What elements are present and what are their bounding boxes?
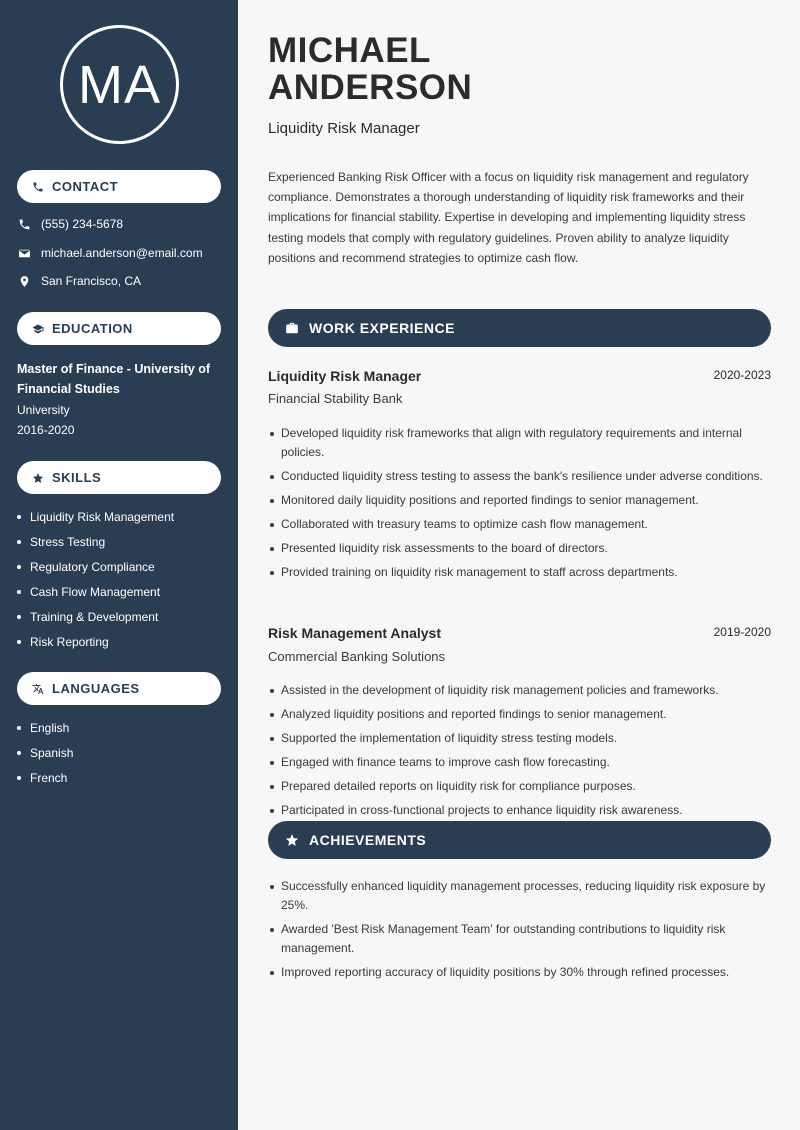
briefcase-icon (284, 320, 300, 336)
languages-heading (17, 672, 221, 705)
skill-item: Training & Development (17, 604, 174, 629)
contact-heading (17, 170, 221, 203)
job-company: Financial Stability Bank (268, 391, 403, 406)
list-item: Provided training on liquidity risk management to staff across departments. (268, 563, 768, 582)
list-item: Successfully enhanced liquidity management processes, reducing liquidity risk exposure by 25%. (268, 877, 768, 915)
graduation-cap-icon (31, 322, 45, 336)
languages-heading-label: LANGUAGES (52, 681, 140, 696)
job-bullets (268, 681, 768, 825)
education-heading-label: EDUCATION (52, 321, 133, 336)
skill-item: Cash Flow Management (17, 579, 174, 604)
list-item: Monitored daily liquidity positions and reported findings to senior management. (268, 491, 768, 510)
skill-item: Liquidity Risk Management (17, 504, 174, 529)
education-institution: University (17, 403, 70, 417)
list-item: Presented liquidity risk assessments to the board of directors. (268, 539, 768, 558)
sidebar (0, 0, 238, 1130)
job-bullets (268, 424, 768, 587)
education-heading (17, 312, 221, 345)
education-years: 2016-2020 (17, 423, 75, 437)
job-dates: 2019-2020 (713, 625, 771, 639)
phone-icon (31, 180, 45, 194)
skills-heading-label: SKILLS (52, 470, 102, 485)
job-role: Risk Management Analyst (268, 625, 441, 641)
list-item: Developed liquidity risk frameworks that align with regulatory requirements and internal policies. (268, 424, 768, 462)
job-role: Liquidity Risk Manager (268, 368, 422, 384)
contact-phone (17, 217, 123, 231)
skills-list (17, 504, 174, 654)
achievements-list (268, 877, 768, 987)
list-item: Participated in cross-functional projects to enhance liquidity risk awareness. (268, 801, 768, 820)
list-item: Supported the implementation of liquidity stress testing models. (268, 729, 768, 748)
languages-list (17, 715, 73, 790)
list-item: Engaged with finance teams to improve cash flow forecasting. (268, 753, 768, 772)
email-text: michael.anderson@email.com (41, 246, 203, 260)
language-item: English (17, 715, 73, 740)
star-icon (284, 832, 300, 848)
phone-icon (17, 217, 31, 231)
candidate-name (268, 32, 472, 106)
list-item: Analyzed liquidity positions and reported findings to senior management. (268, 705, 768, 724)
star-icon (31, 471, 45, 485)
list-item: Conducted liquidity stress testing to assess the bank's resilience under adverse conditions. (268, 467, 768, 486)
name-first: MICHAEL (268, 31, 431, 70)
job-title: Liquidity Risk Manager (268, 120, 420, 137)
work-experience-heading-label: WORK EXPERIENCE (309, 320, 455, 336)
location-pin-icon (17, 274, 31, 288)
avatar-initials: MA (78, 54, 161, 115)
list-item: Prepared detailed reports on liquidity risk for compliance purposes. (268, 777, 768, 796)
achievements-heading-label: ACHIEVEMENTS (309, 832, 427, 848)
skill-item: Regulatory Compliance (17, 554, 174, 579)
phone-text: (555) 234-5678 (41, 217, 124, 231)
work-experience-heading (268, 309, 771, 347)
contact-heading-label: CONTACT (52, 179, 119, 194)
achievements-heading (268, 821, 771, 859)
list-item: Assisted in the development of liquidity risk management policies and frameworks. (268, 681, 768, 700)
skill-item: Stress Testing (17, 529, 174, 554)
list-item: Collaborated with treasury teams to optimize cash flow management. (268, 515, 768, 534)
contact-location (17, 274, 141, 288)
contact-email (17, 246, 203, 260)
job-dates: 2020-2023 (713, 368, 771, 382)
language-item: Spanish (17, 740, 73, 765)
location-text: San Francisco, CA (41, 274, 142, 288)
avatar (60, 25, 179, 144)
skill-item: Risk Reporting (17, 629, 174, 654)
translate-icon (31, 682, 45, 696)
profile-summary: Experienced Banking Risk Officer with a focus on liquidity risk management and regulatory compliance. Demonstrates a thorough understanding of liquidity risk frameworks and their implications for financial stability. Expertise in developing and implementing liquidity stress testing models that comply with regulatory guidelines. Proven ability to analyze liquidity positions and recommend strategies to optimize cash flow. (268, 170, 749, 265)
education-degree: Master of Finance - University of Financial Studies (17, 362, 211, 396)
job-company: Commercial Banking Solutions (268, 649, 446, 664)
language-item: French (17, 765, 73, 790)
email-icon (17, 246, 31, 260)
skills-heading (17, 461, 221, 494)
list-item: Improved reporting accuracy of liquidity positions by 30% through refined processes. (268, 963, 768, 982)
list-item: Awarded 'Best Risk Management Team' for outstanding contributions to liquidity risk management. (268, 920, 768, 958)
name-last: ANDERSON (268, 68, 473, 107)
